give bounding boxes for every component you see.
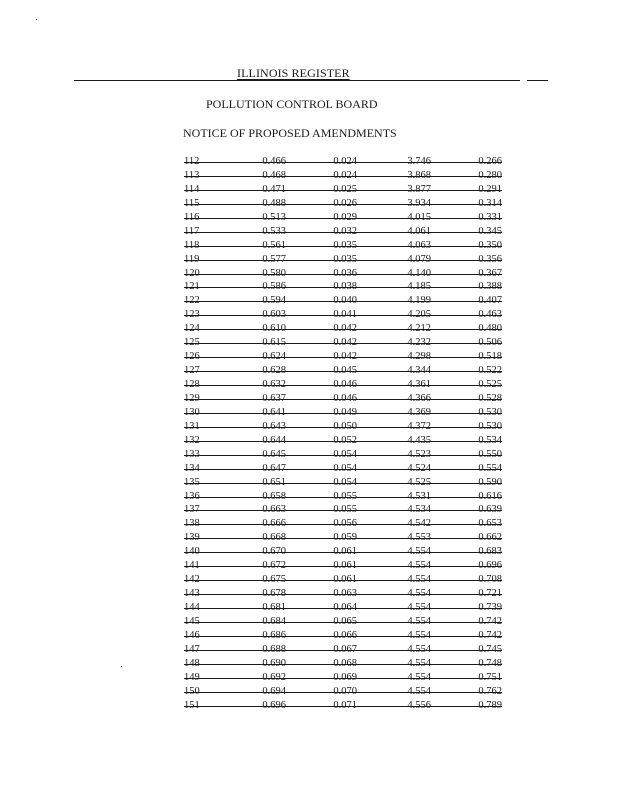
- header-rule-short: [527, 80, 548, 81]
- strikethrough-line: [184, 287, 502, 288]
- table-row: [180, 490, 510, 504]
- table-row: [180, 643, 510, 657]
- strikethrough-line: [184, 176, 502, 177]
- strikethrough-line: [184, 636, 502, 637]
- strikethrough-line: [184, 650, 502, 651]
- table-row: [180, 685, 510, 699]
- table-row: [180, 169, 510, 183]
- strikethrough-line: [184, 385, 502, 386]
- notice-title: NOTICE OF PROPOSED AMENDMENTS: [183, 126, 397, 140]
- table-row: [180, 476, 510, 490]
- strikethrough-line: [184, 692, 502, 693]
- table-row: [180, 280, 510, 294]
- table-row: [180, 197, 510, 211]
- table-row: [180, 601, 510, 615]
- table-row: [180, 378, 510, 392]
- table-row: [180, 183, 510, 197]
- table-row: [180, 657, 510, 671]
- table-row: [180, 350, 510, 364]
- table-row: [180, 155, 510, 169]
- strikethrough-line: [184, 664, 502, 665]
- table-row: [180, 420, 510, 434]
- table-row: [180, 545, 510, 559]
- strikethrough-line: [184, 190, 502, 191]
- strikethrough-line: [184, 608, 502, 609]
- strikethrough-line: [184, 678, 502, 679]
- register-title: ILLINOIS REGISTER: [237, 66, 350, 80]
- strikethrough-line: [184, 566, 502, 567]
- strikethrough-line: [184, 427, 502, 428]
- strikethrough-line: [184, 455, 502, 456]
- strikethrough-line: [184, 301, 502, 302]
- strikethrough-line: [184, 329, 502, 330]
- struck-data-table: [180, 155, 510, 713]
- strikethrough-line: [184, 232, 502, 233]
- strikethrough-line: [184, 622, 502, 623]
- table-row: [180, 462, 510, 476]
- strikethrough-line: [184, 343, 502, 344]
- strikethrough-line: [184, 706, 502, 707]
- strikethrough-line: [184, 483, 502, 484]
- strikethrough-line: [184, 580, 502, 581]
- strikethrough-line: [184, 371, 502, 372]
- strikethrough-line: [184, 162, 502, 163]
- table-row: [180, 308, 510, 322]
- table-row: [180, 239, 510, 253]
- table-row: [180, 573, 510, 587]
- strikethrough-line: [184, 315, 502, 316]
- strikethrough-line: [184, 524, 502, 525]
- strikethrough-line: [184, 552, 502, 553]
- board-title: POLLUTION CONTROL BOARD: [206, 97, 378, 111]
- table-row: [180, 503, 510, 517]
- table-row: [180, 267, 510, 281]
- table-row: [180, 392, 510, 406]
- table-row: [180, 699, 510, 713]
- table-row: [180, 336, 510, 350]
- strikethrough-line: [184, 510, 502, 511]
- table-row: [180, 531, 510, 545]
- strikethrough-line: [184, 260, 502, 261]
- strikethrough-line: [184, 274, 502, 275]
- table-row: [180, 253, 510, 267]
- table-row: [180, 587, 510, 601]
- strikethrough-line: [184, 413, 502, 414]
- strikethrough-line: [184, 497, 502, 498]
- scan-speck: [121, 666, 122, 667]
- strikethrough-line: [184, 246, 502, 247]
- strikethrough-line: [184, 399, 502, 400]
- strikethrough-line: [184, 357, 502, 358]
- strikethrough-line: [184, 441, 502, 442]
- table-row: [180, 225, 510, 239]
- table-row: [180, 448, 510, 462]
- table-row: [180, 615, 510, 629]
- table-row: [180, 294, 510, 308]
- scan-speck: [36, 19, 37, 20]
- table-row: [180, 671, 510, 685]
- table-row: [180, 322, 510, 336]
- table-row: [180, 517, 510, 531]
- strikethrough-line: [184, 594, 502, 595]
- table-row: [180, 629, 510, 643]
- table-row: [180, 559, 510, 573]
- table-row: [180, 434, 510, 448]
- strikethrough-line: [184, 204, 502, 205]
- strikethrough-line: [184, 469, 502, 470]
- strikethrough-line: [184, 538, 502, 539]
- table-row: [180, 406, 510, 420]
- strikethrough-line: [184, 218, 502, 219]
- table-row: [180, 364, 510, 378]
- table-row: [180, 211, 510, 225]
